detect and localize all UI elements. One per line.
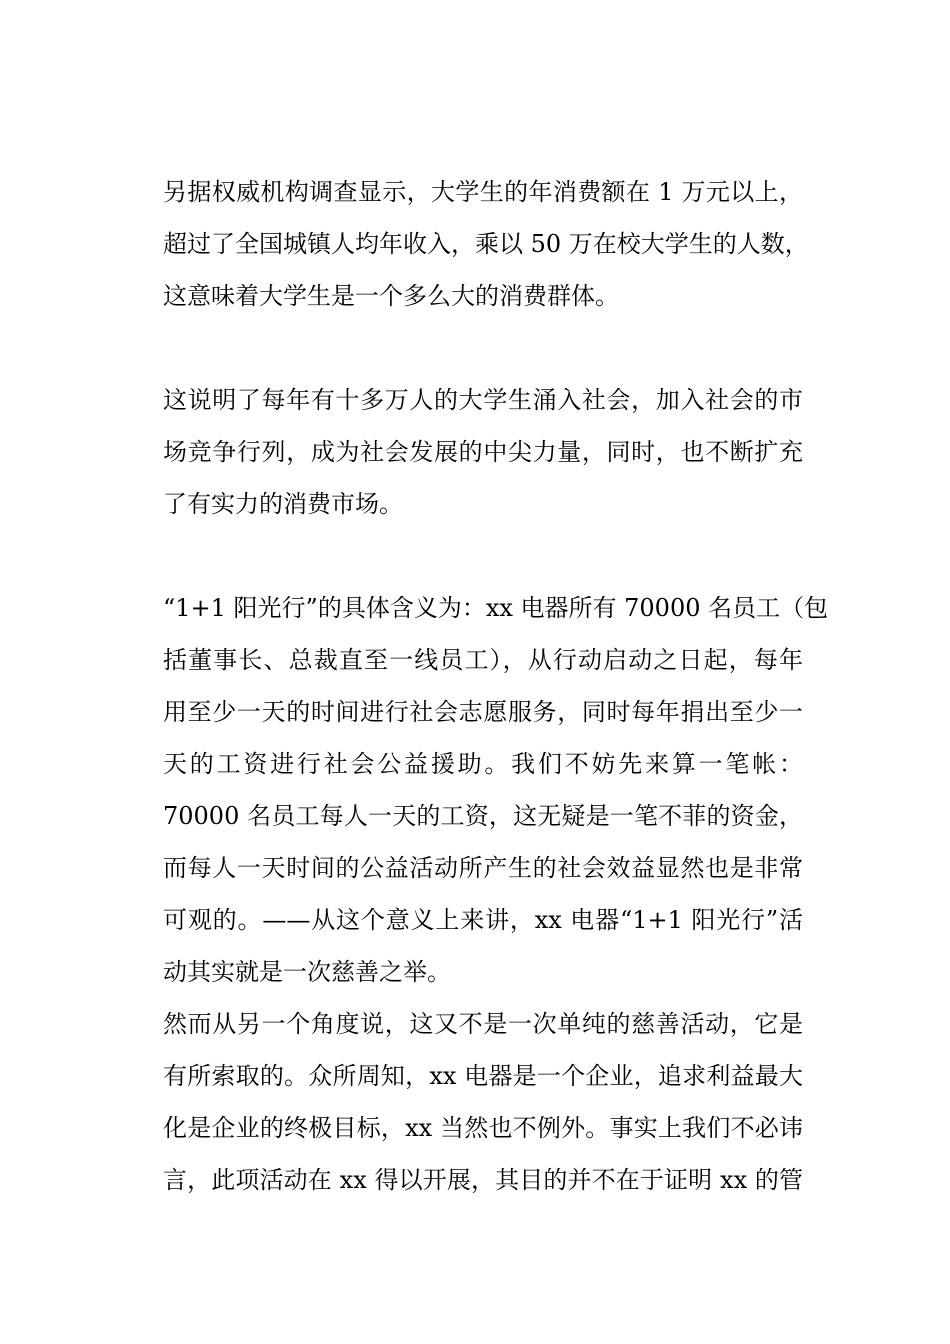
text-line: 了有实力的消费市场。	[163, 490, 403, 518]
text-line: 70000 名员工每人一天的工资，这无疑是一笔不菲的资金，	[163, 802, 803, 830]
text-line: 然而从另一个角度说，这又不是一次单纯的慈善活动，它是	[163, 1010, 803, 1038]
text-line: 这意味着大学生是一个多么大的消费群体。	[163, 282, 619, 310]
text-line: 化是企业的终极目标，xx 当然也不例外。事实上我们不必讳	[163, 1114, 803, 1142]
text-line: 有所索取的。众所周知，xx 电器是一个企业，追求利益最大	[163, 1062, 803, 1090]
paragraph-graduates-society	[163, 374, 803, 530]
text-line: 可观的。——从这个意义上来讲，xx 电器“1+1 阳光行”活	[163, 906, 803, 934]
text-line: 用至少一天的时间进行社会志愿服务，同时每年捐出至少一	[163, 698, 803, 726]
paragraph-consumption-survey	[163, 166, 809, 322]
text-line: 言，此项活动在 xx 得以开展，其目的并不在于证明 xx 的管	[163, 1166, 803, 1194]
text-line: 场竞争行列，成为社会发展的中尖力量，同时，也不断扩充	[163, 438, 803, 466]
text-line: 动其实就是一次慈善之举。	[163, 958, 451, 986]
text-line: “1+1 阳光行”的具体含义为：xx 电器所有 70000 名员工（包	[163, 594, 829, 622]
paragraph-enterprise-purpose	[163, 998, 803, 1206]
text-line: 超过了全国城镇人均年收入，乘以 50 万在校大学生的人数，	[163, 230, 809, 258]
text-line: 这说明了每年有十多万人的大学生涌入社会，加入社会的市	[163, 386, 803, 414]
text-line: 天的工资进行社会公益援助。我们不妨先来算一笔帐：	[163, 750, 803, 778]
text-line: 括董事长、总裁直至一线员工），从行动启动之日起，每年	[163, 646, 803, 674]
text-line: 而每人一天时间的公益活动所产生的社会效益显然也是非常	[163, 854, 803, 882]
text-line: 另据权威机构调查显示，大学生的年消费额在 1 万元以上，	[163, 178, 803, 206]
paragraph-sunshine-campaign	[163, 582, 829, 998]
